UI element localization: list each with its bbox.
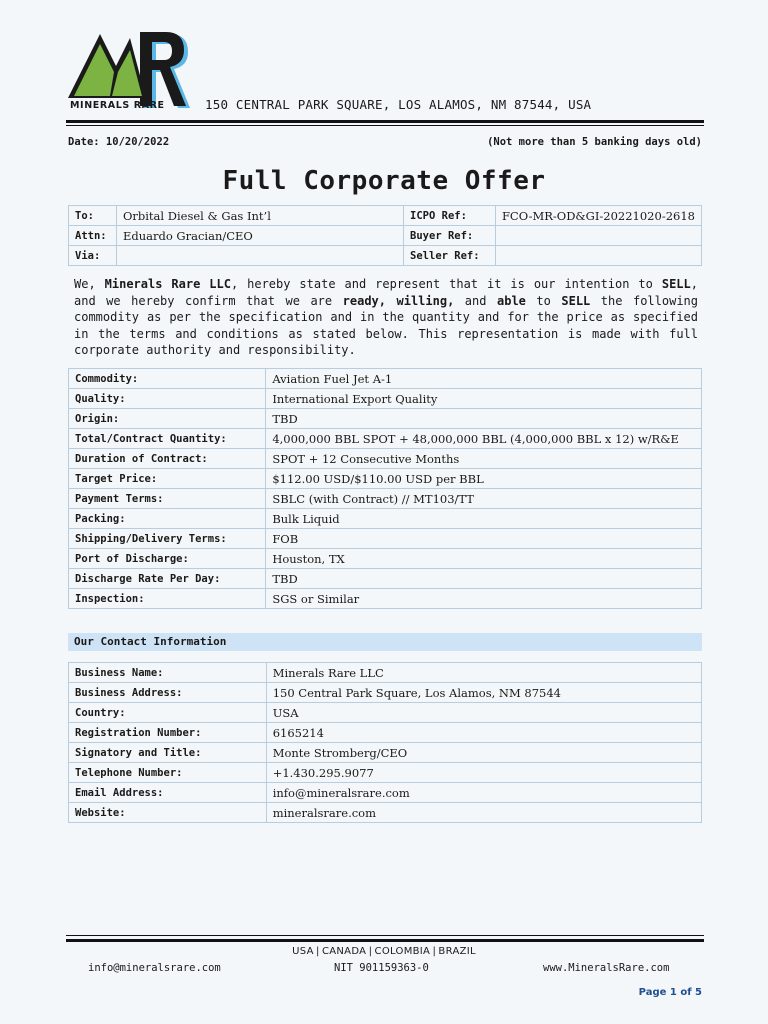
field-value: Bulk Liquid xyxy=(266,509,702,529)
field-label: Registration Number: xyxy=(69,723,267,743)
intro-text: and xyxy=(454,293,497,308)
table-row xyxy=(69,246,702,266)
ref-label: Buyer Ref: xyxy=(404,226,496,246)
field-label: Packing: xyxy=(69,509,266,529)
table-row xyxy=(69,683,702,703)
minerals-rare-logo xyxy=(66,28,192,114)
header-rule xyxy=(66,120,704,123)
page-number: Page 1 of 5 xyxy=(638,987,702,998)
field-value: 6165214 xyxy=(266,723,701,743)
table-row xyxy=(69,703,702,723)
ref-value: Orbital Diesel & Gas Int’l xyxy=(116,206,403,226)
contact-section-header xyxy=(68,633,702,651)
intro-text: , hereby state and represent that it is our intention to xyxy=(230,277,662,291)
table-row xyxy=(69,589,702,609)
footer-countries: USA | CANADA | COLOMBIA | BRAZIL xyxy=(292,946,476,957)
field-value: Minerals Rare LLC xyxy=(266,663,701,683)
field-label: Business Address: xyxy=(69,683,267,703)
footer-website: www.MineralsRare.com xyxy=(543,962,670,974)
table-row xyxy=(69,509,702,529)
field-value: mineralsrare.com xyxy=(266,803,701,823)
table-row xyxy=(69,803,702,823)
reference-table xyxy=(68,205,702,266)
table-row xyxy=(69,489,702,509)
ref-label: Attn: xyxy=(69,226,117,246)
table-row xyxy=(69,723,702,743)
field-value: 150 Central Park Square, Los Alamos, NM 87544 xyxy=(266,683,701,703)
field-label: Business Name: xyxy=(69,663,267,683)
field-value: info@mineralsrare.com xyxy=(266,783,701,803)
field-value: TBD xyxy=(266,409,702,429)
intro-emphasis: SELL xyxy=(561,293,591,308)
document-title: Full Corporate Offer xyxy=(222,166,546,196)
intro-emphasis: ready, willing, xyxy=(342,293,455,308)
field-value: USA xyxy=(266,703,701,723)
field-label: Shipping/Delivery Terms: xyxy=(69,529,266,549)
intro-emphasis: SELL xyxy=(661,277,691,291)
field-value: SBLC (with Contract) // MT103/TT xyxy=(266,489,702,509)
field-label: Inspection: xyxy=(69,589,266,609)
table-row xyxy=(69,743,702,763)
field-label: Website: xyxy=(69,803,267,823)
field-label: Country: xyxy=(69,703,267,723)
table-row xyxy=(69,369,702,389)
letterhead xyxy=(66,28,706,116)
intro-text: , and we hereby confirm that we are xyxy=(74,277,698,308)
ref-value xyxy=(495,226,701,246)
field-value: Houston, TX xyxy=(266,549,702,569)
table-row xyxy=(69,409,702,429)
field-label: Commodity: xyxy=(69,369,266,389)
field-label: Email Address: xyxy=(69,783,267,803)
table-row xyxy=(69,549,702,569)
commodity-table xyxy=(68,368,702,609)
intro-text: We, xyxy=(74,277,105,291)
ref-label: ICPO Ref: xyxy=(404,206,496,226)
field-label: Origin: xyxy=(69,409,266,429)
field-value: 4,000,000 BBL SPOT + 48,000,000 BBL (4,000,000 BBL x 12) w/R&E xyxy=(266,429,702,449)
ref-label: Via: xyxy=(69,246,117,266)
table-row xyxy=(69,429,702,449)
ref-value xyxy=(495,246,701,266)
footer-email: info@mineralsrare.com xyxy=(88,962,221,974)
ref-label: Seller Ref: xyxy=(404,246,496,266)
table-row xyxy=(69,449,702,469)
field-value: International Export Quality xyxy=(266,389,702,409)
ref-label: To: xyxy=(69,206,117,226)
field-label: Discharge Rate Per Day: xyxy=(69,569,266,589)
intro-paragraph xyxy=(74,276,698,359)
field-value: TBD xyxy=(266,569,702,589)
field-value: FOB xyxy=(266,529,702,549)
intro-text: to xyxy=(525,293,562,308)
date-line xyxy=(68,136,702,148)
table-row xyxy=(69,663,702,683)
table-row xyxy=(69,529,702,549)
field-value: SGS or Similar xyxy=(266,589,702,609)
field-label: Telephone Number: xyxy=(69,763,267,783)
date-note: (Not more than 5 banking days old) xyxy=(487,136,702,148)
table-row xyxy=(69,763,702,783)
table-row xyxy=(69,469,702,489)
ref-value: FCO-MR-OD&GI-20221020-2618 xyxy=(495,206,701,226)
contact-section-title: Our Contact Information xyxy=(74,635,227,648)
table-row xyxy=(69,783,702,803)
intro-company: Minerals Rare LLC xyxy=(104,277,231,291)
header-address: 150 CENTRAL PARK SQUARE, LOS ALAMOS, NM 87544, USA xyxy=(205,97,592,112)
offer-date: Date: 10/20/2022 xyxy=(68,136,170,148)
field-label: Quality: xyxy=(69,389,266,409)
table-row xyxy=(69,226,702,246)
table-row xyxy=(69,206,702,226)
footer-rule xyxy=(66,939,704,942)
footer-nit: NIT 901159363-0 xyxy=(334,962,429,974)
header-rule-thin xyxy=(66,125,704,126)
field-value: Aviation Fuel Jet A-1 xyxy=(266,369,702,389)
table-row xyxy=(69,569,702,589)
field-label: Signatory and Title: xyxy=(69,743,267,763)
table-row xyxy=(69,389,702,409)
field-value: +1.430.295.9077 xyxy=(266,763,701,783)
field-label: Total/Contract Quantity: xyxy=(69,429,266,449)
field-label: Payment Terms: xyxy=(69,489,266,509)
field-label: Target Price: xyxy=(69,469,266,489)
field-label: Duration of Contract: xyxy=(69,449,266,469)
footer-rule-thin xyxy=(66,935,704,936)
ref-value: Eduardo Gracian/CEO xyxy=(116,226,403,246)
logo-wordmark: MINERALS RARE xyxy=(70,100,165,111)
intro-text: the following commodity as per the specification and in the quantity and for the price as specified in the terms and conditions as stated below. This representation is made with full corporate authority and responsibility. xyxy=(74,293,698,358)
ref-value xyxy=(116,246,403,266)
field-label: Port of Discharge: xyxy=(69,549,266,569)
intro-emphasis: able xyxy=(497,293,526,308)
field-value: SPOT + 12 Consecutive Months xyxy=(266,449,702,469)
field-value: Monte Stromberg/CEO xyxy=(266,743,701,763)
field-value: $112.00 USD/$110.00 USD per BBL xyxy=(266,469,702,489)
contact-table xyxy=(68,662,702,823)
